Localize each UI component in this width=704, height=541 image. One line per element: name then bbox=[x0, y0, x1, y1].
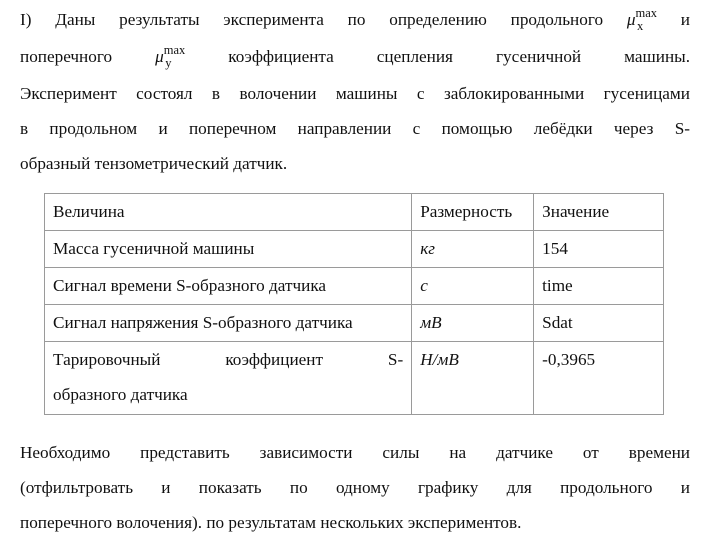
outro-line-2: (отфильтровать и показать по одному графику для продольного и bbox=[20, 478, 690, 497]
table-header-row bbox=[45, 194, 664, 231]
cell-unit: мВ bbox=[412, 305, 534, 342]
cell-quantity-line: Тарировочный коэффициент S- bbox=[53, 350, 404, 369]
mu-y-max-formula bbox=[155, 43, 186, 70]
intro-text: и bbox=[680, 10, 690, 29]
intro-line-4: в продольном и поперечном направлении с помощью лебёдки через S- bbox=[20, 119, 690, 138]
outro-line-1: Необходимо представить зависимости силы на датчике от времени bbox=[20, 443, 690, 462]
intro-line-5: образный тензометрический датчик. bbox=[20, 154, 288, 173]
formula-subscript: x bbox=[637, 19, 644, 33]
cell-quantity bbox=[45, 342, 412, 415]
table-row bbox=[45, 231, 664, 268]
cell-value: -0,3965 bbox=[534, 342, 664, 415]
intro-text: I) Даны результаты эксперимента по определению продольного bbox=[20, 10, 604, 29]
table-row bbox=[45, 268, 664, 305]
mu-x-max-formula bbox=[626, 6, 658, 33]
intro-text: поперечного bbox=[20, 47, 113, 66]
cell-quantity: Сигнал времени S-образного датчика bbox=[45, 268, 412, 305]
parameters-table bbox=[44, 193, 664, 415]
cell-value: 154 bbox=[534, 231, 664, 268]
cell-unit: Н/мВ bbox=[412, 342, 534, 415]
cell-quantity: Масса гусеничной машины bbox=[45, 231, 412, 268]
mu-symbol: μ bbox=[626, 10, 636, 29]
intro-line-3: Эксперимент состоял в волочении машины с заблокированными гусеницами bbox=[20, 84, 690, 103]
intro-text: коэффициента сцепления гусеничной машины. bbox=[228, 47, 690, 66]
header-unit: Размерность bbox=[412, 194, 534, 231]
cell-value: time bbox=[534, 268, 664, 305]
formula-subscript: y bbox=[165, 56, 172, 70]
outro-line-3: поперечного волочения). по результатам нескольких экспериментов. bbox=[20, 513, 522, 532]
intro-line-2 bbox=[20, 39, 690, 76]
mu-symbol: μ bbox=[155, 47, 164, 66]
formula-superscript: max bbox=[635, 6, 658, 20]
cell-unit: кг bbox=[412, 231, 534, 268]
cell-unit: с bbox=[412, 268, 534, 305]
formula-superscript: max bbox=[163, 43, 186, 57]
cell-quantity: Сигнал напряжения S-образного датчика bbox=[45, 305, 412, 342]
table-row bbox=[45, 305, 664, 342]
header-value: Значение bbox=[534, 194, 664, 231]
table-row bbox=[45, 342, 664, 415]
intro-paragraph bbox=[20, 2, 690, 181]
cell-quantity-line: образного датчика bbox=[53, 385, 188, 404]
header-quantity: Величина bbox=[45, 194, 412, 231]
cell-value: Sdat bbox=[534, 305, 664, 342]
intro-line-1 bbox=[20, 2, 690, 39]
outro-paragraph bbox=[20, 435, 690, 540]
